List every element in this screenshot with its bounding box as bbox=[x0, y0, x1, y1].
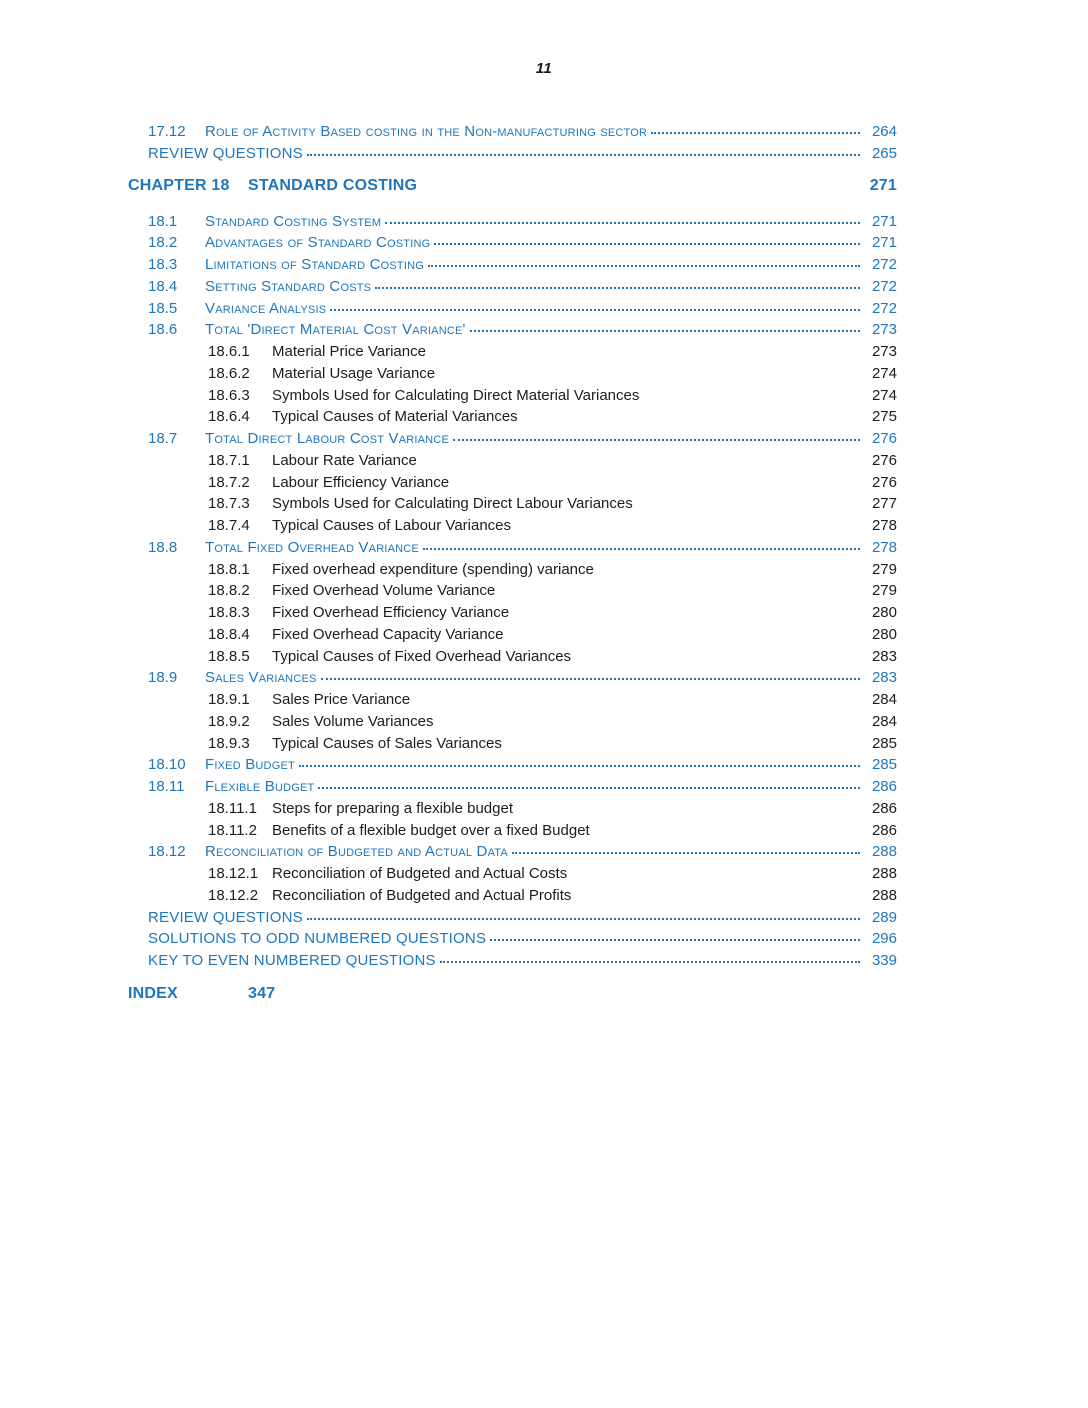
entry-number: 18.11 bbox=[148, 778, 185, 795]
entry-page-number: 339 bbox=[871, 952, 897, 969]
toc-subentry bbox=[128, 474, 897, 496]
chapter-label: CHAPTER 18 bbox=[128, 176, 230, 194]
dot-leader bbox=[470, 330, 860, 332]
entry-number: 18.9.3 bbox=[208, 734, 250, 752]
entry-number: 18.5 bbox=[148, 299, 178, 317]
entry-title: Typical Causes of Fixed Overhead Variances bbox=[272, 647, 572, 665]
entry-page-number: 284 bbox=[871, 691, 897, 708]
entry-page-number: 272 bbox=[871, 277, 897, 295]
entry-page-number: 278 bbox=[871, 538, 897, 556]
toc-subentry bbox=[128, 887, 897, 909]
dot-leader bbox=[330, 309, 860, 311]
entry-page-number: 283 bbox=[871, 669, 897, 687]
entry-title: Total Fixed Overhead Variance bbox=[205, 538, 419, 556]
toc-subentry bbox=[128, 648, 897, 670]
toc-subentry bbox=[128, 561, 897, 583]
toc-subentry bbox=[128, 735, 897, 757]
entry-page-number: 279 bbox=[871, 560, 897, 578]
entry-page-number: 264 bbox=[871, 123, 897, 140]
toc-subentry bbox=[128, 517, 897, 539]
entry-number: 18.7.2 bbox=[208, 473, 250, 491]
toc-subentry bbox=[128, 408, 897, 430]
entry-number: 18.8.5 bbox=[208, 647, 250, 665]
toc-entry bbox=[128, 430, 897, 452]
dot-leader bbox=[434, 243, 860, 245]
index-label: INDEX bbox=[128, 984, 178, 1002]
entry-title: Symbols Used for Calculating Direct Material Variances bbox=[272, 386, 640, 404]
entry-number: 18.8.2 bbox=[208, 582, 250, 600]
toc-subentry bbox=[128, 604, 897, 626]
entry-title: REVIEW QUESTIONS bbox=[148, 144, 303, 162]
entry-page-number: 285 bbox=[871, 734, 897, 752]
entry-page-number: 286 bbox=[871, 799, 897, 817]
entry-page-number: 274 bbox=[871, 386, 897, 404]
entry-title: Total 'Direct Material Cost Variance' bbox=[205, 321, 466, 339]
entry-page-number: 278 bbox=[871, 517, 897, 534]
entry-page-number: 289 bbox=[871, 908, 897, 926]
entry-page-number: 277 bbox=[871, 495, 897, 513]
toc-subentry bbox=[128, 452, 897, 474]
entry-page-number: 284 bbox=[871, 712, 897, 730]
toc-entry bbox=[128, 669, 897, 691]
toc-entry bbox=[128, 213, 897, 235]
entry-page-number: 265 bbox=[871, 144, 897, 162]
entry-number: 18.12.2 bbox=[208, 886, 259, 904]
entry-number: 18.8 bbox=[148, 538, 178, 556]
dot-leader bbox=[428, 265, 860, 267]
entry-number: 18.11.2 bbox=[208, 821, 257, 839]
entry-title: Typical Causes of Labour Variances bbox=[272, 517, 512, 534]
entry-number: 18.6.3 bbox=[208, 386, 250, 404]
toc-entry bbox=[128, 778, 897, 800]
entry-number: 18.7.1 bbox=[208, 451, 250, 469]
toc-entry bbox=[128, 145, 897, 167]
toc-entry bbox=[128, 756, 897, 778]
entry-number: 18.2 bbox=[148, 234, 178, 252]
entry-number: 18.9.2 bbox=[208, 712, 250, 730]
entry-title: Labour Efficiency Variance bbox=[272, 473, 450, 491]
dot-leader bbox=[385, 222, 860, 224]
entry-page-number: 288 bbox=[871, 865, 897, 882]
entry-page-number: 276 bbox=[871, 451, 897, 469]
entry-page-number: 280 bbox=[871, 604, 897, 621]
entry-number: 18.11.1 bbox=[208, 799, 257, 817]
entry-number: 18.6.1 bbox=[208, 343, 250, 360]
entry-title: Fixed Overhead Volume Variance bbox=[272, 582, 496, 600]
entry-title: Benefits of a flexible budget over a fixed Budget bbox=[272, 821, 590, 839]
entry-page-number: 283 bbox=[871, 647, 897, 665]
toc-subentry bbox=[128, 713, 897, 735]
toc-entries bbox=[128, 213, 897, 974]
entry-title: Material Usage Variance bbox=[272, 364, 436, 382]
entry-page-number: 271 bbox=[871, 212, 897, 230]
entry-number: 17.12 bbox=[148, 123, 186, 140]
entry-title: Total Direct Labour Cost Variance bbox=[205, 430, 449, 447]
page-number: 11 bbox=[535, 60, 553, 77]
toc-entry bbox=[128, 123, 897, 145]
toc-subentry bbox=[128, 800, 897, 822]
toc-entry bbox=[128, 952, 897, 974]
toc-entry bbox=[128, 321, 897, 343]
toc-entry bbox=[128, 234, 897, 256]
dot-leader bbox=[299, 765, 860, 767]
toc-entry bbox=[128, 278, 897, 300]
entry-title: Sales Volume Variances bbox=[272, 712, 434, 730]
entry-title: Fixed Overhead Efficiency Variance bbox=[272, 604, 510, 621]
entry-number: 18.12.1 bbox=[208, 865, 259, 882]
entry-title: KEY TO EVEN NUMBERED QUESTIONS bbox=[148, 952, 436, 969]
table-of-contents bbox=[128, 123, 897, 1009]
dot-leader bbox=[423, 548, 860, 550]
entry-page-number: 274 bbox=[871, 364, 897, 382]
dot-leader bbox=[321, 678, 860, 680]
entry-page-number: 273 bbox=[871, 343, 897, 360]
entry-page-number: 272 bbox=[871, 256, 897, 273]
entry-number: 18.1 bbox=[148, 212, 178, 230]
toc-subentry bbox=[128, 582, 897, 604]
entry-number: 18.9 bbox=[148, 669, 178, 687]
entry-page-number: 276 bbox=[871, 473, 897, 491]
entry-title: Limitations of Standard Costing bbox=[205, 256, 424, 273]
entry-title: SOLUTIONS TO ODD NUMBERED QUESTIONS bbox=[148, 930, 487, 948]
entry-page-number: 288 bbox=[871, 843, 897, 861]
entry-number: 18.8.3 bbox=[208, 604, 250, 621]
entry-title: Standard Costing System bbox=[205, 212, 382, 230]
dot-leader bbox=[651, 132, 860, 134]
toc-chapter-heading bbox=[128, 177, 897, 201]
toc-entry bbox=[128, 539, 897, 561]
toc-subentry bbox=[128, 626, 897, 648]
toc-subentry bbox=[128, 387, 897, 409]
entry-number: 18.8.1 bbox=[208, 560, 250, 578]
entry-title: REVIEW QUESTIONS bbox=[148, 908, 303, 926]
entry-title: Steps for preparing a flexible budget bbox=[272, 799, 513, 817]
entry-number: 18.7 bbox=[148, 430, 178, 447]
entry-title: Symbols Used for Calculating Direct Labour Variances bbox=[272, 495, 633, 513]
entry-number: 18.7.4 bbox=[208, 517, 250, 534]
entry-page-number: 286 bbox=[871, 821, 897, 839]
dot-leader bbox=[512, 852, 860, 854]
entry-page-number: 285 bbox=[871, 756, 897, 774]
entry-number: 18.4 bbox=[148, 277, 178, 295]
toc-entry bbox=[128, 930, 897, 952]
dot-leader bbox=[318, 787, 860, 789]
chapter-page-number: 271 bbox=[869, 176, 897, 194]
entry-title: Sales Variances bbox=[205, 669, 317, 687]
entry-page-number: 272 bbox=[871, 299, 897, 317]
entry-title: Setting Standard Costs bbox=[205, 277, 372, 295]
entry-page-number: 275 bbox=[871, 408, 897, 426]
entry-title: Fixed Overhead Capacity Variance bbox=[272, 625, 504, 643]
entry-page-number: 280 bbox=[871, 625, 897, 643]
entry-title: Labour Rate Variance bbox=[272, 451, 417, 469]
entry-title: Reconciliation of Budgeted and Actual Data bbox=[205, 843, 508, 861]
entry-page-number: 273 bbox=[871, 321, 897, 339]
entry-number: 18.6 bbox=[148, 321, 178, 339]
entry-title: Role of Activity Based costing in the Non-manufacturing sector bbox=[205, 123, 648, 140]
entry-page-number: 279 bbox=[871, 582, 897, 600]
entry-title: Reconciliation of Budgeted and Actual Costs bbox=[272, 865, 568, 882]
entry-number: 18.9.1 bbox=[208, 691, 250, 708]
toc-pre-entries bbox=[128, 123, 897, 167]
entry-number: 18.7.3 bbox=[208, 495, 250, 513]
toc-subentry bbox=[128, 495, 897, 517]
toc-subentry bbox=[128, 822, 897, 844]
toc-subentry bbox=[128, 343, 897, 365]
entry-title: Reconciliation of Budgeted and Actual Profits bbox=[272, 886, 572, 904]
dot-leader bbox=[490, 939, 860, 941]
dot-leader bbox=[307, 154, 860, 156]
toc-entry bbox=[128, 256, 897, 278]
entry-number: 18.8.4 bbox=[208, 625, 250, 643]
dot-leader bbox=[307, 918, 860, 920]
entry-title: Sales Price Variance bbox=[272, 691, 411, 708]
entry-title: Typical Causes of Sales Variances bbox=[272, 734, 502, 752]
dot-leader bbox=[440, 961, 860, 963]
toc-entry bbox=[128, 300, 897, 322]
toc-subentry bbox=[128, 865, 897, 887]
dot-leader bbox=[453, 439, 860, 441]
entry-page-number: 296 bbox=[871, 930, 897, 948]
entry-title: Variance Analysis bbox=[205, 299, 327, 317]
dot-leader bbox=[375, 287, 860, 289]
entry-page-number: 286 bbox=[871, 778, 897, 795]
toc-subentry bbox=[128, 691, 897, 713]
entry-title: Advantages of Standard Costing bbox=[205, 234, 431, 252]
entry-number: 18.10 bbox=[148, 756, 186, 774]
toc-entry bbox=[128, 843, 897, 865]
entry-title: Material Price Variance bbox=[272, 343, 426, 360]
entry-title: Flexible Budget bbox=[205, 778, 315, 795]
index-page-number: 347 bbox=[248, 984, 276, 1002]
entry-page-number: 276 bbox=[871, 430, 897, 447]
entry-title: Typical Causes of Material Variances bbox=[272, 408, 518, 426]
entry-title: Fixed Budget bbox=[205, 756, 295, 774]
entry-title: Fixed overhead expenditure (spending) variance bbox=[272, 560, 594, 578]
entry-number: 18.12 bbox=[148, 843, 186, 861]
entry-number: 18.6.4 bbox=[208, 408, 250, 426]
entry-number: 18.6.2 bbox=[208, 364, 250, 382]
toc-subentry bbox=[128, 365, 897, 387]
entry-page-number: 288 bbox=[871, 886, 897, 904]
chapter-title: STANDARD COSTING bbox=[248, 176, 418, 194]
entry-page-number: 271 bbox=[871, 234, 897, 252]
toc-entry bbox=[128, 909, 897, 931]
toc-index-heading bbox=[128, 985, 897, 1009]
entry-number: 18.3 bbox=[148, 256, 178, 273]
